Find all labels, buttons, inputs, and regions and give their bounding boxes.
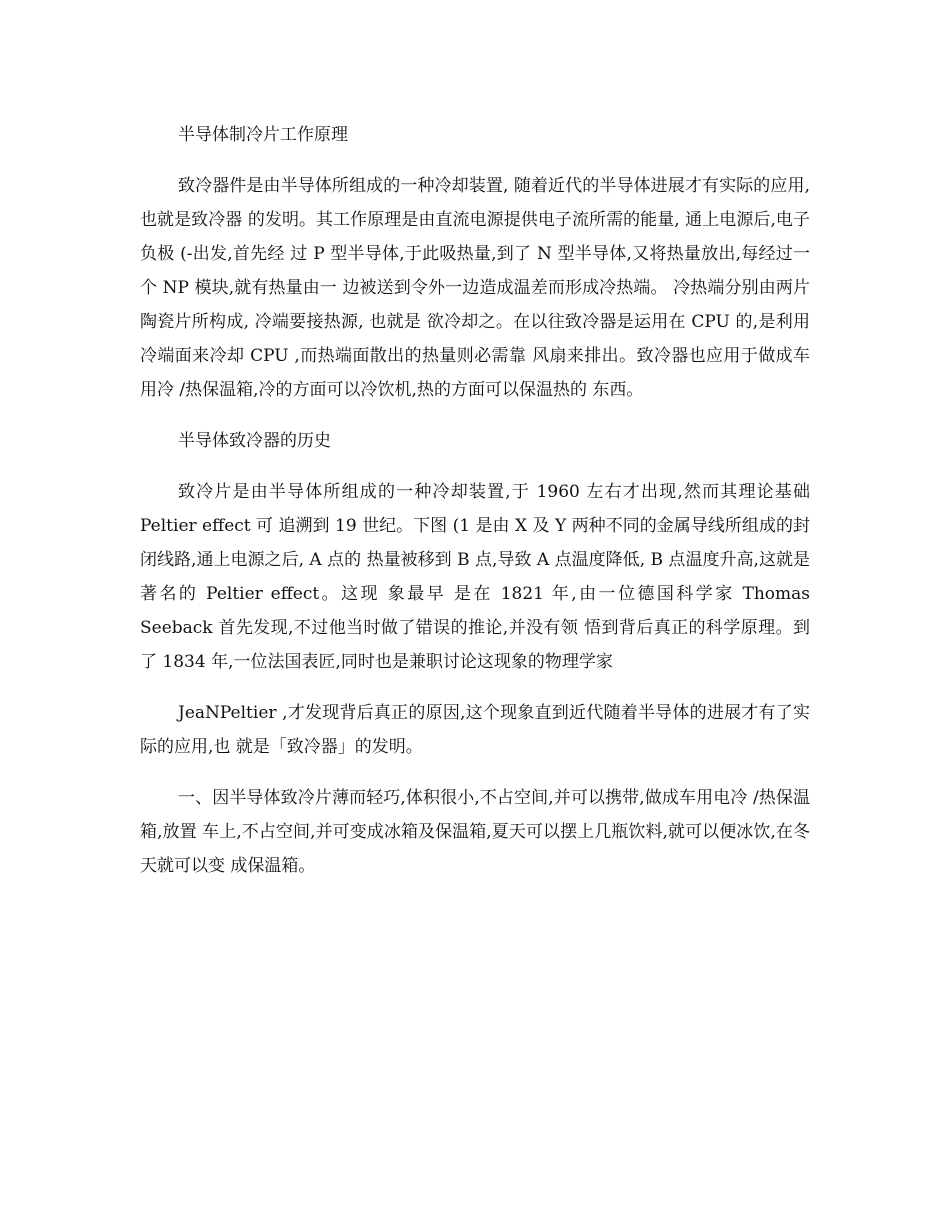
paragraph-peltier-discovery: JeaNPeltier ,才发现背后真正的原因,这个现象直到近代随着半导体的进展才有了实际的应用,也 就是「致冷器」的发明。 — [140, 703, 810, 757]
spacer — [140, 458, 810, 475]
paragraph-working-principle: 致冷器件是由半导体所组成的一种冷却装置, 随着近代的半导体进展才有实际的应用, 也就是致冷器 的发明。其工作原理是由直流电源提供电子流所需的能量, 通上电源后,电子负极 (-出发,首先经 过 P 型半导体,于此吸热量,到了 N 型半导体,又将热量放出,每经过一个 NP 模块,就有热量由一 边被送到令外一边造成温差而形成冷热端。 冷热端分别由两片陶瓷片所构成, 冷端要接热源, 也就是 欲冷却之。在以往致冷器是运用在 CPU 的,是利用冷端面来冷却 CPU ,而热端面散出的热量则必需靠 风扇来排出。致冷器也应用于做成车用冷 /热保温箱,冷的方面可以冷饮机,热的方面可以保温热的 东西。 — [140, 176, 810, 400]
spacer — [140, 679, 810, 696]
spacer — [140, 407, 810, 424]
section-heading-working-principle: 半导体制冷片工作原理 — [178, 125, 348, 145]
section-heading-history: 半导体致冷器的历史 — [178, 431, 331, 451]
spacer — [140, 764, 810, 781]
spacer — [140, 152, 810, 169]
paragraph-history: 致冷片是由半导体所组成的一种冷却装置,于 1960 左右才出现,然而其理论基础 Peltier effect 可 追溯到 19 世纪。下图 (1 是由 X 及 Y 两种不同的金属导线所组成的封闭线路,通上电源之后, A 点的 热量被移到 B 点,导致 A 点温度降低, B 点温度升高,这就是著名的 Peltier effect。这现 象最早 是在 1821 年,由一位德国科学家 Thomas Seeback 首先发现,不过他当时做了错误的推论,并没有领 悟到背后真正的科学原理。到了 1834 年,一位法国表匠,同时也是兼职讨论这现象的物理学家 — [140, 482, 810, 672]
paragraph-application-one: 一、因半导体致冷片薄而轻巧,体积很小,不占空间,并可以携带,做成车用电冷 /热保温箱,放置 车上,不占空间,并可变成冰箱及保温箱,夏天可以摆上几瓶饮料,就可以便冰饮,在冬天就可以变 成保温箱。 — [140, 788, 810, 876]
document-body — [140, 118, 810, 883]
